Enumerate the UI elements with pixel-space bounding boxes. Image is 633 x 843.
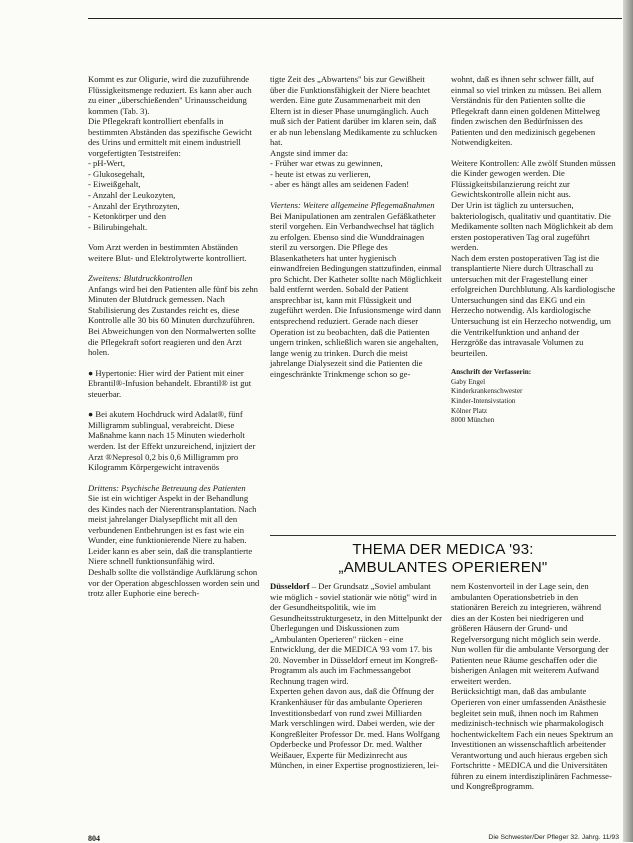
dateline: Düsseldorf — [270, 581, 310, 591]
page-edge-shadow — [623, 0, 633, 842]
top-rule — [88, 18, 622, 19]
author-line: Gaby Engel — [451, 377, 486, 386]
author-address-title: Anschrift der Verfasserin: — [451, 368, 532, 377]
paragraph: nem Kostenvorteil in der Lage sein, den ambulanten Operationsbetrieb in den stationären Bereich zu integrieren, während dies an der Kosten bei niedrigeren und größeren Häusern der Grund- und Regelversorgung nicht möglich sein werde. Nun wollen für die ambulante Versorgung der Patienten neue Räume geschaffen oder die bisherigen Anlagen mit weiterem Aufwand erweitert werden. — [451, 581, 609, 686]
paragraph-text: Der Grundsatz „Soviel ambulant wie möglich - soviel stationär wie nötig" wird in der Gesundheitspolitik, wie im Gesundheitsstrukturgesetz, in den Mittelpunkt der Überlegungen und Diskussionen zum „Ambulanten Operieren" rücken - eine Entwicklung, der die MEDICA '93 vom 17. bis 20. November in Düsseldorf erneut im Kongreß-Programm als auch im Fachmessangebot Rechnung tragen wird. — [270, 581, 442, 686]
paragraph: Anfangs wird bei den Patienten alle fünf bis zehn Minuten der Blutdruck gemessen. Nach Stabilisierung des Zustandes reicht es, diese Kontrolle alle 30 bis 60 Minuten durchzuführen. Bei Abweichungen von den Normalwerten sollte die Pflegekraft sofort reagieren und den Arzt holen. — [88, 283, 258, 358]
list-item: - heute ist etwas zu verlieren, — [270, 168, 371, 179]
list-item: - aber es hängt alles am seidenen Faden! — [270, 179, 410, 190]
paragraph: Bei Manipulationen am zentralen Gefäßkatheter steril vorgehen. Ein Verbandwechsel hat täglich zu erfolgen. Ebenso sind die Wunddrainagen steril zu versorgen. Die Pflege des Blasenkatheters hat unter hygienisch einwandfreien Bedingungen stattzufinden, einmal pro Schicht. Der Katheter sollte nach Möglichkeit bald entfernt werden. Sobald der Patient ansprechbar ist, kann mit Flüssigkeit und zugeführt werden. Die Infusionsmenge wird dann entsprechend reduziert. Gerade nach dieser Operation ist zu beobachten, daß die Patienten ungern trinken, schließlich waren sie angehalten, lange wenig zu trinken. Durch die meist jahrelange Dialysezeit sind die Patienten die eingeschränkte Trinkmenge schon so ge- — [270, 210, 442, 379]
subheading: Viertens: Weitere allgemeine Pflegemaßnahmen — [270, 200, 435, 211]
news-column-1 — [270, 581, 442, 771]
paragraph: Sie ist ein wichtiger Aspekt in der Behandlung des Kindes nach der Nierentransplantation. Nach meist jahrelanger Dialysepflicht mit all den verbundenen Entbehrungen ist es fast wie ein Wunder, eine funktionierende Niere zu haben. Leider kann es aber sein, daß die transplantierte Niere schnell funktionsunfähig wird. — [88, 493, 257, 567]
paragraph: Berücksichtigt man, daß das ambulante Operieren von einer umfassenden Anästhesie begleitet sein muß, ihnen noch im Rahmen medizinisch-technisch wie pharmakologisch hochentwickeltem Fach ein neues Spektrum an Investitionen an wissenschaftlich arbeitender Verantwortung und auch hieraus ergeben sich Fortschritte - MEDICA und die Universitäten führen zu einem interdisziplinären Fachmesse- und Kongreßprogramm. — [451, 686, 614, 792]
list-item: - pH-Wert, — [88, 158, 126, 169]
paragraph: Experten gehen davon aus, daß die Öffnung der Krankenhäuser für das ambulante Operieren Investitionsbedarf von rund zwei Milliarden Mark verschlingen wird. Dabei werden, wie der Kongreßleiter Professor Dr. med. Hans Wolfgang Opderbecke und Professor Dr. med. Walther Weißauer, Experte für Medizinrecht aus München, in einer Expertise prognostizieren, lei- — [270, 686, 440, 771]
list-item: - Eiweißgehalt, — [88, 179, 141, 190]
bullet-paragraph: ● Hypertonie: Hier wird der Patient mit einer Ebrantil®-Infusion behandelt. Ebrantil® ist gut steuerbar. — [88, 368, 260, 400]
subheading: Zweitens: Blutdruckkontrollen — [88, 273, 193, 284]
news-column-2 — [451, 581, 616, 792]
paragraph: tigte Zeit des „Abwartens" bis zur Gewißheit über die Funktionsfähigkeit der Niere beachtet werden. Eine gute Zusammenarbeit mit den Eltern ist in dieser Phase unumgänglich. Auch muß sich der Patient darüber im klaren sein, daß er ab nun lebenslang Medikamente zu schlucken hat. — [270, 74, 438, 148]
column-2 — [270, 74, 442, 379]
list-item: - Anzahl der Erythrozyten, — [88, 200, 180, 211]
subheading: Drittens: Psychische Betreuung des Patienten — [88, 482, 246, 493]
headline-line-1: THEMA DER MEDICA '93: — [352, 541, 534, 558]
paragraph: Deshalb sollte die vollständige Aufklärung schon vor der Operation abgeschlossen worden sein und trotz aller Euphorie eine berech- — [88, 566, 260, 599]
author-line: Kölner Platz — [451, 406, 488, 415]
headline-line-2: „AMBULANTES OPERIEREN" — [338, 559, 548, 576]
list-item: - Glukosegehalt, — [88, 168, 145, 179]
paragraph: Kommt es zur Oligurie, wird die zuzuführende Flüssigkeitsmenge reduziert. Es kann aber auch zu einer „überschießenden" Urinausscheidung kommen (Tab. 3). — [88, 74, 252, 116]
paragraph: Nach dem ersten postoperativen Tag ist die transplantierte Niere durch Ultraschall zu untersuchen mit der Fragestellung einer erfolgreichen Durchblutung. Als kardiologische Untersuchungen sind das EKG und ein Herzecho notwendig. Als kardiologische Untersuchung ist ein Herzecho notwendig, um die Ventrikelfunktion und anhand der Herzgröße das intravasale Volumen zu beurteilen. — [451, 252, 616, 358]
paragraph: Düsseldorf – Der Grundsatz „Soviel ambulant wie möglich - soviel stationär wie nötig" wird in der Gesundheitspolitik, wie im Gesundheitsstrukturgesetz, in den Mittelpunkt der Überlegungen und Diskussionen zum „Ambulanten Operieren" rücken - eine Entwicklung, der die MEDICA '93 vom 17. bis 20. November in Düsseldorf erneut im Kongreß-Programm als auch im Fachmessangebot Rechnung tragen wird. — [270, 581, 442, 686]
author-line: Kinderkrankenschwester — [451, 387, 523, 396]
bullet-paragraph: ● Bei akutem Hochdruck wird Adalat®, fünf Milligramm sublingual, verabreicht. Diese Maßnahme kann nach 15 Minuten wiederholt werden. Ist der Effekt unzureichend, injiziert der Arzt ®Nepresol 0,2 bis 0,6 Milligramm pro Kilogramm Körpergewicht intravenös — [88, 409, 260, 472]
news-headline — [270, 541, 616, 577]
column-1 — [88, 74, 260, 599]
list-item: - Bilirubingehalt. — [88, 221, 148, 232]
running-footer: Die Schwester/Der Pfleger 32. Jahrg. 11/93 — [488, 834, 619, 841]
list-item: Angste sind immer da: — [270, 147, 349, 158]
list-item: - Früher war etwas zu gewinnen, — [270, 158, 383, 169]
paragraph: Die Pflegekraft kontrolliert ebenfalls in bestimmten Abständen das spezifische Gewicht des Urins und ermittelt mit einem industriell vorgefertigten Teststreifen: — [88, 116, 252, 158]
paragraph: Vom Arzt werden in bestimmten Abständen weitere Blut- und Elektrolytwerte kontrolliert. — [88, 242, 247, 263]
page-number: 804 — [88, 834, 100, 843]
paragraph: Weitere Kontrollen: Alle zwölf Stunden müssen die Kinder gewogen werden. Die Flüssigkeitsbilanzierung reicht zur Gewichtskontrolle allein nicht aus. — [451, 157, 616, 200]
paragraph: wohnt, daß es ihnen sehr schwer fällt, auf einmal so viel trinken zu müssen. Bei allem Verständnis für den Patienten sollte die Pflegekraft dann einen goldenen Mittelweg finden zwischen den Bedürfnissen des Patienten und den medizinisch gegebenen Notwendigkeiten. — [451, 74, 602, 148]
list-item: - Anzahl der Leukozyten, — [88, 190, 176, 201]
author-line: Kinder-Intensivstation — [451, 397, 516, 405]
column-3 — [451, 74, 616, 426]
author-line: 8000 München — [451, 416, 495, 425]
list-item: - Ketonkörper und den — [88, 211, 167, 222]
headline-rule — [270, 535, 616, 536]
paragraph: Der Urin ist täglich zu untersuchen, bakteriologisch, qualitativ und quantitativ. Die Medikamente sollten nach Möglichkeit ab dem ersten postoperativen Tag oral zugeführt werden. — [451, 200, 614, 253]
